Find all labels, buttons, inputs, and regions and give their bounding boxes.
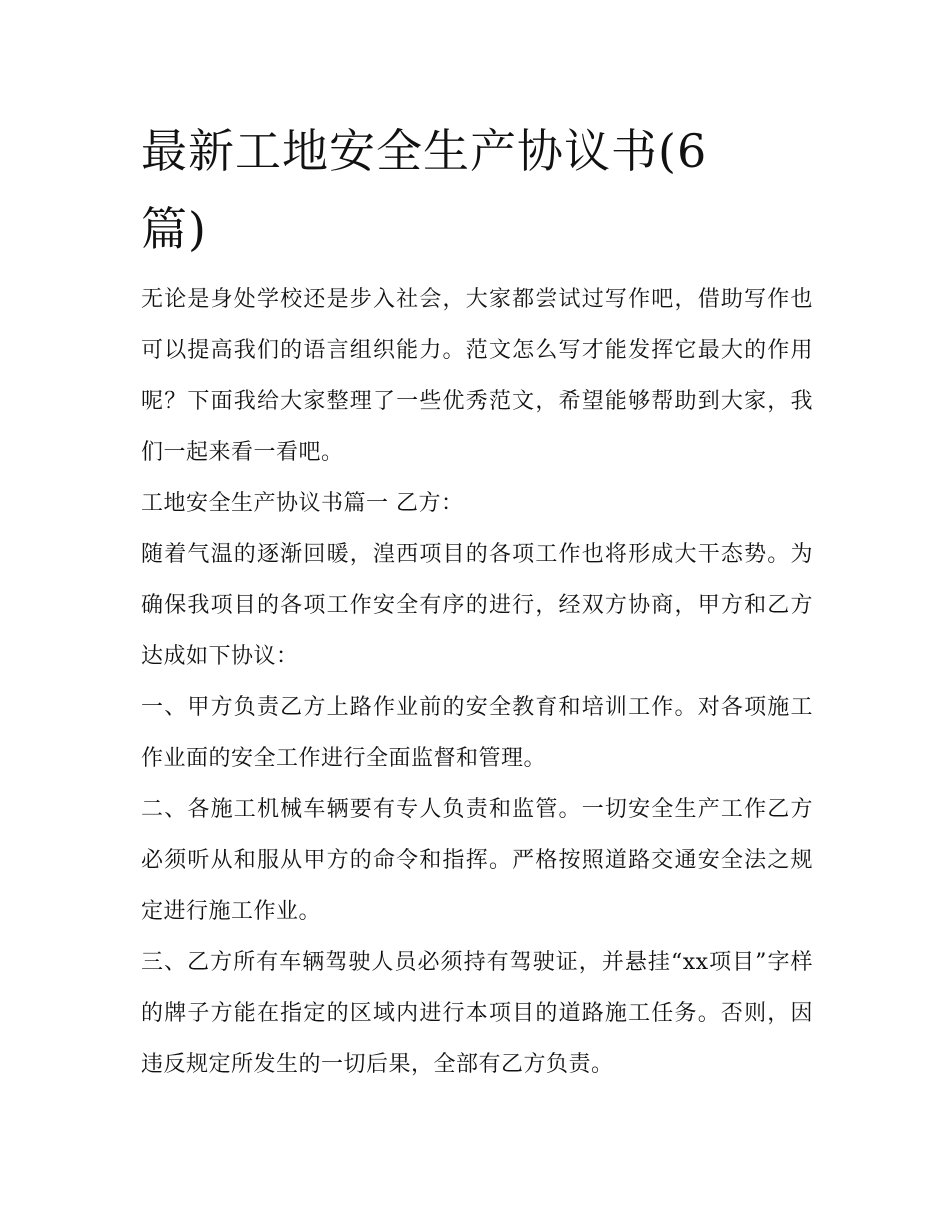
clause-three: 三、乙方所有车辆驾驶人员必须持有驾驶证，并悬挂“xx项目”字样的牌子方能在指定的区域内进行本项目的道路施工任务。否则，因违反规定所发生的一切后果，全部有乙方负责。 <box>141 950 813 1077</box>
clause-one: 一、甲方负责乙方上路作业前的安全教育和培训工作。对各项施工作业面的安全工作进行全面监督和管理。 <box>141 695 813 771</box>
section-heading: 工地安全生产协议书篇一 乙方： <box>141 491 464 516</box>
title-line-1: 最新工地安全生产协议书(6 <box>141 124 708 178</box>
preamble-paragraph: 随着气温的逐渐回暖，湟西项目的各项工作也将形成大干态势。为确保我项目的各项工作安全有序的进行，经双方协商，甲方和乙方达成如下协议： <box>141 542 813 669</box>
document-body <box>141 274 813 1090</box>
document-title <box>141 112 781 268</box>
intro-paragraph: 无论是身处学校还是步入社会，大家都尝试过写作吧，借助写作也可以提高我们的语言组织能力。范文怎么写才能发挥它最大的作用呢？下面我给大家整理了一些优秀范文，希望能够帮助到大家，我们一起来看一看吧。 <box>141 287 813 465</box>
title-line-2: 篇) <box>141 202 207 256</box>
clause-two: 二、各施工机械车辆要有专人负责和监管。一切安全生产工作乙方必须听从和服从甲方的命令和指挥。严格按照道路交通安全法之规定进行施工作业。 <box>141 797 813 924</box>
